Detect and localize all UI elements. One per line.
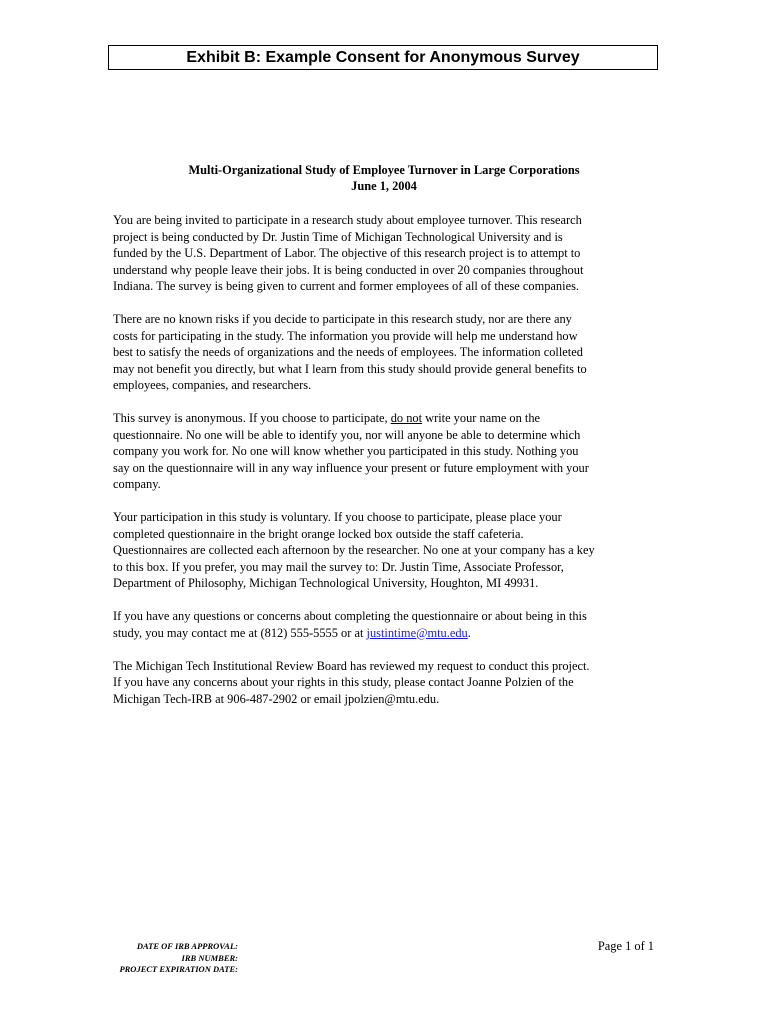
text-span: write your name on the xyxy=(422,411,541,425)
text-line: employees, companies, and researchers. xyxy=(113,378,312,392)
page-number: Page 1 of 1 xyxy=(597,939,654,953)
text-span: This survey is anonymous. If you choose to participate, xyxy=(113,411,391,425)
paragraph-risks xyxy=(113,311,658,394)
paragraph-contact xyxy=(113,608,658,641)
text-line: company you work for. No one will know whether you participated in this study. Nothing you xyxy=(113,444,579,458)
text-line: funded by the U.S. Department of Labor. The objective of this research project is to attempt to xyxy=(113,246,581,260)
study-date: June 1, 2004 xyxy=(351,179,417,193)
text-line: company. xyxy=(113,477,161,491)
project-expiration-label: PROJECT EXPIRATION DATE: xyxy=(119,964,238,974)
text-line: questionnaire. No one will be able to identify you, nor will anyone be able to determine which xyxy=(113,427,581,442)
text-line: say on the questionnaire will in any way influence your present or future employment with your xyxy=(113,460,589,475)
text-line: The Michigan Tech Institutional Review Board has reviewed my request to conduct this project. xyxy=(113,658,590,673)
text-line: Your participation in this study is voluntary. If you choose to participate, please place your xyxy=(113,510,562,524)
text-line: to this box. If you prefer, you may mail the survey to: Dr. Justin Time, Associate Professor, xyxy=(113,559,564,574)
text-line: understand why people leave their jobs. It is being conducted in over 20 companies throughout xyxy=(113,262,584,277)
researcher-email-link[interactable]: justintime@mtu.edu xyxy=(366,625,468,640)
exhibit-title-text: Exhibit B: Example Consent for Anonymous Survey xyxy=(186,48,580,66)
paragraph-invitation xyxy=(113,212,658,295)
do-not-underlined: do not xyxy=(390,411,423,425)
irb-footer xyxy=(119,941,238,976)
exhibit-title xyxy=(108,45,658,70)
study-header xyxy=(112,162,656,194)
text-line: costs for participating in the study. The information you provide will help me understand how xyxy=(113,328,578,343)
text-line: If you have any concerns about your rights in this study, please contact Joanne Polzien of the xyxy=(113,675,574,689)
text-line xyxy=(113,410,658,427)
text-line: completed questionnaire in the bright orange locked box outside the staff cafeteria. xyxy=(113,526,524,541)
text-line: Indiana. The survey is being given to current and former employees of all of these companies. xyxy=(113,279,579,293)
paragraph-voluntary xyxy=(113,509,658,592)
paragraph-irb xyxy=(113,658,658,708)
text-line: If you have any questions or concerns about completing the questionnaire or about being in this xyxy=(113,609,587,623)
text-line: Michigan Tech-IRB at 906-487-2902 or email jpolzien@mtu.edu. xyxy=(113,691,440,706)
text-span: study, you may contact me at (812) 555-5555 or at xyxy=(113,625,367,640)
text-line: may not benefit you directly, but what I learn from this study should provide general benefits to xyxy=(113,361,587,376)
text-line: Department of Philosophy, Michigan Technological University, Houghton, MI 49931. xyxy=(113,576,539,590)
text-line: project is being conducted by Dr. Justin Time of Michigan Technological University and is xyxy=(113,229,563,244)
text-line: You are being invited to participate in a research study about employee turnover. This research xyxy=(113,213,582,227)
text-span: . xyxy=(467,625,471,640)
text-line: There are no known risks if you decide to participate in this research study, nor are there any xyxy=(113,312,572,326)
text-line: Questionnaires are collected each afternoon by the researcher. No one at your company has a key xyxy=(113,543,595,557)
irb-number-label: IRB NUMBER: xyxy=(181,952,238,963)
paragraph-anonymity xyxy=(113,410,658,493)
text-line xyxy=(113,625,658,642)
consent-body xyxy=(113,212,658,724)
irb-approval-label: DATE OF IRB APPROVAL: xyxy=(136,941,238,951)
study-title: Multi-Organizational Study of Employee Turnover in Large Corporations xyxy=(188,163,580,177)
text-line: best to satisfy the needs of organizations and the needs of employees. The information colleted xyxy=(113,345,583,359)
